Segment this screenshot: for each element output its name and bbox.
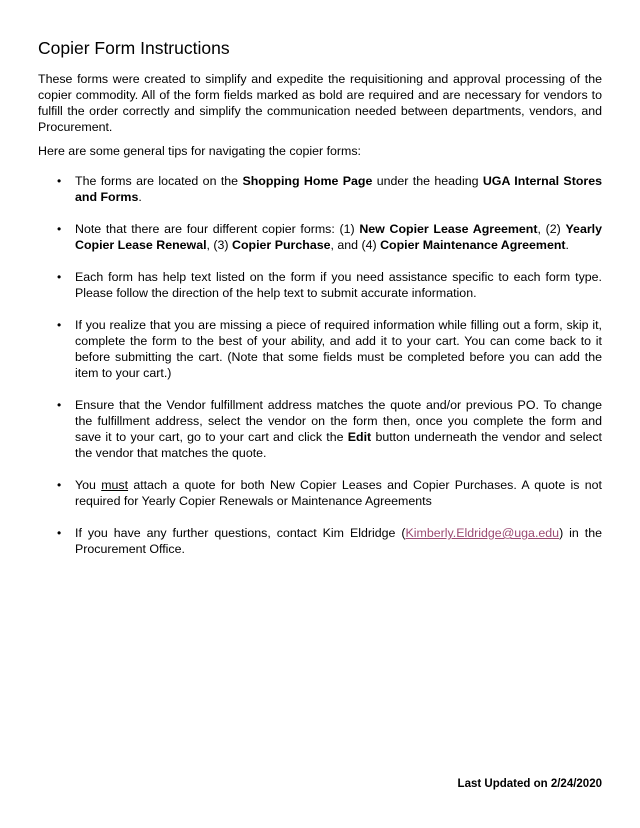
form-name-maintenance: Copier Maintenance Agreement <box>380 238 566 252</box>
list-item <box>38 221 602 253</box>
bullet-icon: • <box>57 222 62 236</box>
bullet-text: Each form has help text listed on the form if you need assistance specific to each form type. Please follow the direction of the help text to submit accurate information. <box>75 270 602 300</box>
tips-list <box>38 173 602 573</box>
last-updated-footer: Last Updated on 2/24/2020 <box>457 778 602 790</box>
list-item <box>38 397 602 461</box>
bullet-text: The forms are located on the Shopping Home Page under the heading UGA Internal Stores and Forms. <box>75 174 602 204</box>
edit-button-label: Edit <box>347 430 372 444</box>
uga-internal-stores-label: UGA Internal Stores and Forms <box>75 174 602 204</box>
bullet-icon: • <box>57 174 62 188</box>
form-name-new-lease: New Copier Lease Agreement <box>359 222 538 236</box>
bullet-text: You must attach a quote for both New Copier Leases and Copier Purchases. A quote is not required for Yearly Copier Renewals or Maintenance Agreements <box>75 478 603 508</box>
list-item <box>38 317 602 381</box>
form-name-purchase: Copier Purchase <box>232 238 331 252</box>
bullet-icon: • <box>57 398 62 412</box>
list-item <box>38 173 602 205</box>
intro-paragraph: These forms were created to simplify and expedite the requisitioning and approval processing of the copier commodity. All of the form fields marked as bold are required and are necessary for vendors to fulfill the order correctly and simplify the communication needed between departments, vendors, and Procurement. <box>38 72 602 134</box>
bullet-icon: • <box>57 318 62 332</box>
bullet-text: Note that there are four different copier forms: (1) New Copier Lease Agreement, (2) Yearly Copier Lease Renewal, (3) Copier Purchase, and (4) Copier Maintenance Agreement. <box>75 222 602 252</box>
page-title: Copier Form Instructions <box>38 38 230 58</box>
contact-email-link[interactable]: Kimberly.Eldridge@uga.edu <box>405 526 560 540</box>
shopping-home-page-label: Shopping Home Page <box>242 174 373 188</box>
bullet-text: Ensure that the Vendor fulfillment address matches the quote and/or previous PO. To change the fulfillment address, select the vendor on the form then, once you complete the form and save it to your cart, go to your cart and click the Edit button underneath the vendor and select the vendor that matches the quote. <box>75 398 602 460</box>
bullet-icon: • <box>57 526 62 540</box>
must-emphasis: must <box>101 478 129 492</box>
bullet-icon: • <box>57 270 62 284</box>
form-name-yearly-renewal: Yearly Copier Lease Renewal <box>75 222 602 252</box>
bullet-text: If you have any further questions, contact Kim Eldridge (Kimberly.Eldridge@uga.edu) in the Procurement Office. <box>75 526 602 556</box>
tips-intro-paragraph: Here are some general tips for navigating the copier forms: <box>38 144 362 158</box>
list-item <box>38 269 602 301</box>
bullet-text: If you realize that you are missing a piece of required information while filling out a form, skip it, complete the form to the best of your ability, and add it to your cart. You can come back to it before submitting the cart. (Note that some fields must be completed before you can add the item to your cart.) <box>75 318 602 380</box>
list-item <box>38 477 602 509</box>
list-item <box>38 525 602 557</box>
bullet-icon: • <box>57 478 62 492</box>
